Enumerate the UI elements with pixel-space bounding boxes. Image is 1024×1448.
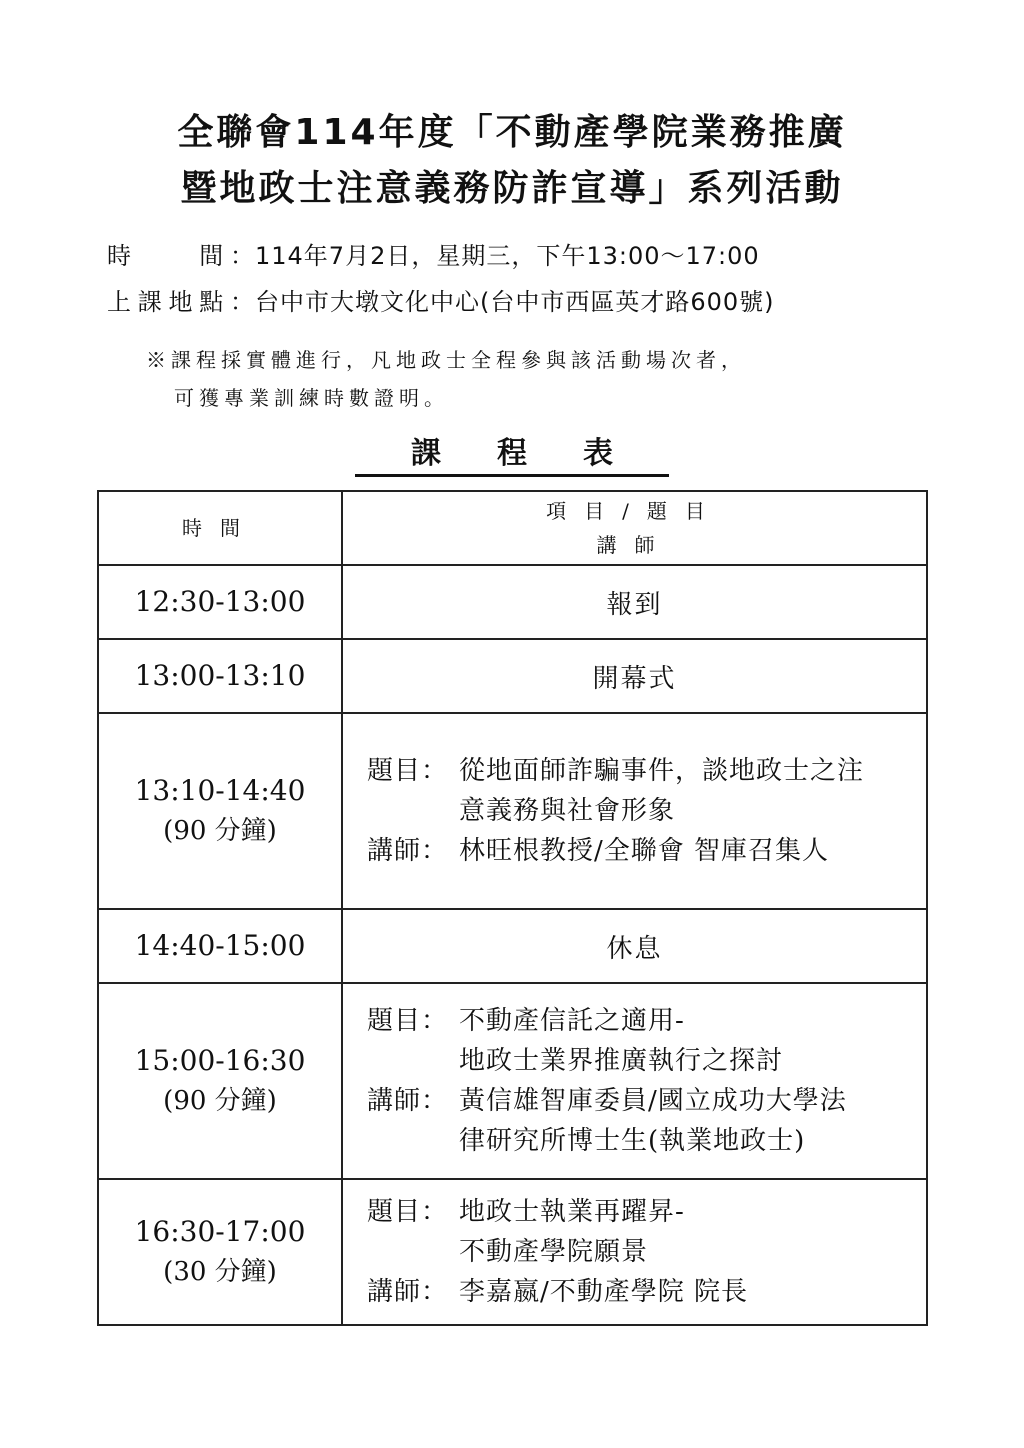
table-row	[98, 713, 927, 909]
row-time: 15:00-16:30	[134, 1044, 306, 1077]
topic-text	[459, 1001, 926, 1081]
table-header-row	[98, 491, 927, 565]
time-value: 114年7月2日，星期三，下午13:00～17:00	[255, 242, 760, 270]
topic-line: 從地面師詐騙事件，談地政士之注	[459, 756, 865, 786]
topic-text	[459, 1192, 926, 1272]
page-title-line-2: 暨地政士注意義務防詐宣導」系列活動	[180, 168, 844, 209]
row-content: 休息	[342, 909, 927, 983]
speaker-line: 律研究所博士生(執業地政士)	[459, 1126, 806, 1156]
row-content: 報到	[342, 565, 927, 639]
speaker-block	[367, 1272, 926, 1312]
table-row	[98, 1179, 927, 1325]
schedule-title-text: 課程表	[355, 436, 669, 477]
topic-label: 題目：	[367, 756, 449, 786]
topic-line: 不動產信託之適用-	[459, 1006, 685, 1036]
speaker-block	[367, 831, 926, 871]
topic-line: 地政士執業再躍昇-	[459, 1197, 685, 1227]
row-time: 14:40-15:00	[98, 909, 342, 983]
header-content	[342, 491, 927, 565]
row-duration: (90 分鐘)	[163, 1086, 277, 1116]
row-time-cell	[98, 713, 342, 909]
row-time: 13:10-14:40	[134, 774, 306, 807]
topic-block	[367, 751, 926, 831]
row-detail	[342, 713, 927, 909]
topic-label: 題目：	[367, 1197, 449, 1227]
speaker-label: 講師：	[367, 1277, 449, 1307]
row-duration: (30 分鐘)	[163, 1257, 277, 1287]
page-title-line-1: 全聯會114年度「不動產學院業務推廣	[177, 112, 847, 153]
header-time: 時間	[98, 491, 342, 565]
topic-line: 不動產學院願景	[459, 1237, 649, 1267]
row-time: 13:00-13:10	[98, 639, 342, 713]
topic-line: 意義務與社會形象	[459, 796, 676, 826]
place-value: 台中市大墩文化中心(台中市西區英才路600號)	[255, 288, 775, 316]
header-speaker: 講師	[596, 533, 673, 557]
speaker-label: 講師：	[367, 1086, 449, 1116]
speaker-label: 講師：	[367, 836, 449, 866]
row-detail	[342, 983, 927, 1179]
header-item: 項目/題目	[546, 499, 723, 523]
row-time: 12:30-13:00	[98, 565, 342, 639]
note-line-1: ※課程採實體進行，凡地政士全程參與該活動場次者，	[146, 348, 746, 372]
speaker-line: 黃信雄智庫委員/國立成功大學法	[459, 1086, 847, 1116]
topic-block	[367, 1192, 926, 1272]
topic-label: 題目：	[367, 1006, 449, 1036]
place-label: 上課地點：	[107, 288, 255, 316]
table-row	[98, 983, 927, 1179]
speaker-text	[459, 1081, 926, 1161]
event-time	[107, 236, 760, 271]
table-row	[98, 639, 927, 713]
row-time: 16:30-17:00	[134, 1215, 306, 1248]
speaker-text	[459, 1272, 926, 1312]
speaker-text	[459, 831, 926, 871]
event-place	[107, 282, 775, 317]
row-time-cell	[98, 983, 342, 1179]
schedule-title	[0, 436, 1024, 477]
row-duration: (90 分鐘)	[163, 816, 277, 846]
topic-line: 地政士業界推廣執行之探討	[459, 1046, 784, 1076]
speaker-line: 李嘉嬴/不動產學院 院長	[459, 1277, 749, 1307]
speaker-block	[367, 1081, 926, 1161]
table-row	[98, 909, 927, 983]
topic-block	[367, 1001, 926, 1081]
topic-text	[459, 751, 926, 831]
speaker-line: 林旺根教授/全聯會 智庫召集人	[459, 836, 830, 866]
schedule-table	[97, 490, 928, 1326]
time-label: 時 間：	[107, 242, 255, 270]
row-content: 開幕式	[342, 639, 927, 713]
note-line-2: 可獲專業訓練時數證明。	[174, 386, 449, 410]
row-time-cell	[98, 1179, 342, 1325]
row-detail	[342, 1179, 927, 1325]
table-row	[98, 565, 927, 639]
